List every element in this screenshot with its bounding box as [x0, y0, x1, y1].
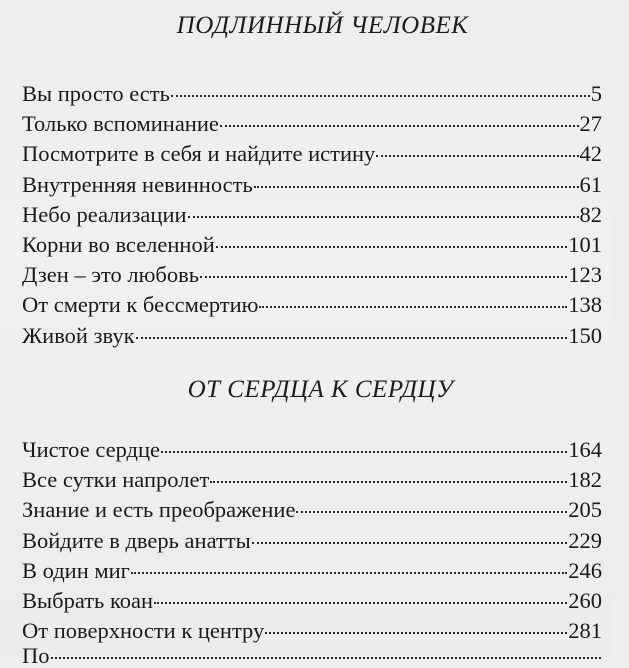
- toc-entry-partial: [22, 643, 602, 668]
- entry-title: Чистое сердце: [22, 437, 160, 462]
- dot-leader: [259, 306, 567, 308]
- page-number: 5: [590, 81, 602, 106]
- dot-leader: [220, 125, 579, 127]
- entry-title: Войдите в дверь анатты: [22, 527, 251, 553]
- page-number: 281: [568, 618, 602, 644]
- toc-entry: [22, 497, 602, 527]
- page-number: 246: [568, 557, 602, 583]
- page-number: 42: [579, 141, 602, 167]
- entry-title: Выбрать коан: [22, 587, 154, 613]
- toc-entry: [22, 618, 602, 648]
- toc-entry: [22, 81, 602, 111]
- toc-entry: [22, 588, 602, 618]
- page-number: 101: [568, 231, 602, 257]
- dot-leader: [252, 542, 567, 544]
- page-number: 138: [568, 292, 602, 318]
- section-heading: ОТ СЕРДЦА К СЕРДЦУ: [187, 376, 454, 403]
- dot-leader: [200, 276, 567, 278]
- toc-entry: [22, 467, 602, 497]
- dot-leader: [376, 155, 578, 157]
- dot-leader: [254, 186, 579, 188]
- entry-title: Только вспоминание: [22, 111, 219, 137]
- toc-entry: [22, 437, 602, 467]
- dot-leader: [161, 451, 567, 453]
- toc-entry: [22, 323, 602, 353]
- entry-title: В один миг: [22, 557, 130, 583]
- dot-leader: [171, 95, 590, 97]
- toc-entry: [22, 528, 602, 558]
- dot-leader: [154, 602, 567, 604]
- toc-entry: [22, 262, 602, 292]
- entry-title: Вы просто есть: [22, 81, 170, 106]
- toc-entry: [22, 111, 602, 141]
- entry-title: Корни во вселенной: [22, 231, 215, 257]
- entry-title: От поверхности к центру: [22, 618, 265, 644]
- dot-leader: [210, 481, 567, 483]
- toc-entry: [22, 232, 602, 262]
- entry-title: Знание и есть преображение: [22, 497, 296, 523]
- dot-leader: [188, 216, 579, 218]
- toc-entry: [22, 172, 602, 202]
- page-number: 150: [568, 322, 602, 348]
- toc-entry: [22, 141, 602, 171]
- page-number: 123: [568, 262, 602, 288]
- toc-entry: [22, 202, 602, 232]
- entry-title: Дзен – это любовь: [22, 262, 200, 288]
- section-heading: ПОДЛИННЫЙ ЧЕЛОВЕК: [176, 12, 469, 39]
- toc-entry: [22, 292, 602, 322]
- entry-title: По: [22, 643, 50, 668]
- page-number: 229: [568, 527, 602, 553]
- page-number: 260: [568, 587, 602, 613]
- page-number: 164: [568, 437, 602, 462]
- entry-title: Внутренняя невинность: [22, 171, 253, 197]
- entry-title: Все сутки напролет: [22, 467, 210, 493]
- page-number: 205: [568, 497, 602, 523]
- toc-list: [22, 81, 602, 353]
- dot-leader: [51, 657, 602, 659]
- dot-leader: [296, 511, 567, 513]
- page-number: 82: [579, 201, 602, 227]
- page-number: 182: [568, 467, 602, 493]
- page-number: 61: [579, 171, 602, 197]
- dot-leader: [136, 337, 568, 339]
- entry-title: От смерти к бессмертию: [22, 292, 259, 318]
- entry-title: Посмотрите в себя и найдите истину: [22, 141, 376, 167]
- entry-title: Живой звук: [22, 322, 135, 348]
- dot-leader: [216, 246, 567, 248]
- entry-title: Небо реализации: [22, 201, 187, 227]
- toc-entry: [22, 558, 602, 588]
- dot-leader: [265, 632, 567, 634]
- dot-leader: [131, 572, 567, 574]
- toc-list: [22, 437, 602, 648]
- page-number: 27: [579, 111, 602, 137]
